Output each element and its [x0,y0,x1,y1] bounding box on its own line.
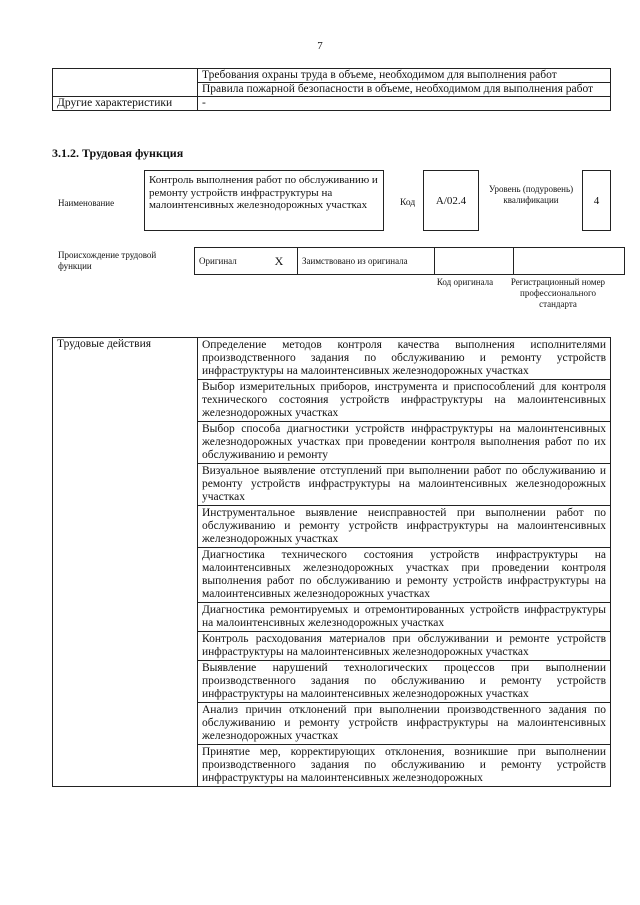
original-label: Оригинал [195,248,262,275]
actions-label: Трудовые действия [53,338,198,787]
action-item: Диагностика ремонтируемых и отремонтированных устройств инфраструктуры на малоинтенсивных железнодорожных участках [198,603,611,632]
code-original-cell [435,248,514,275]
action-item: Анализ причин отклонений при выполнении производственного задания по обслуживанию и ремонту устройств инфраструктуры на малоинтенсивных железнодорожных участках [198,703,611,745]
action-item: Инструментальное выявление неисправностей при выполнении работ по обслуживанию и ремонту устройств инфраструктуры на малоинтенсивных железнодорожных участках [198,506,611,548]
reg-number-cell [514,248,625,275]
original-mark: Х [261,248,298,275]
table-row [53,69,611,83]
level-label: Уровень (подуровень) квалификации [488,184,574,205]
action-item: Выбор способа диагностики устройств инфраструктуры на малоинтенсивных железнодорожных участках при проведении контроля выполнения работ по их обслуживанию и ремонту [198,422,611,464]
action-item: Контроль расходования материалов при обслуживании и ремонте устройств инфраструктуры на малоинтенсивных железнодорожных участках [198,632,611,661]
code-original-label: Код оригинала [436,277,494,287]
reg-number-label: Регистрационный номер профессионального стандарта [510,277,606,309]
section-title: 3.1.2. Трудовая функция [52,146,184,160]
row-text: Правила пожарной безопасности в объеме, необходимом для выполнения работ [198,83,611,97]
origin-table [194,247,625,275]
table-row [195,248,625,275]
page-number: 7 [317,40,323,52]
action-item: Диагностика технического состояния устройств инфраструктуры на малоинтенсивных железнодорожных участках при проведении контроля выполнения работ по обслуживанию и ремонту устройств инфраструктуры на малоинтенсивных железнодорожных участках [198,548,611,603]
row-text: Требования охраны труда в объеме, необходимом для выполнения работ [198,69,611,83]
row-label [53,69,198,97]
action-item: Принятие мер, корректирующих отклонения, возникшие при выполнении производственного задания по обслуживанию и ремонту устройств инфраструктуры на малоинтенсивных железнодорожных [198,745,611,787]
name-label: Наименование [58,198,115,208]
origin-label: Происхождение трудовой функции [58,250,157,271]
action-item: Выбор измерительных приборов, инструмента и приспособлений для контроля технического состояния устройств инфраструктуры на малоинтенсивных железнодорожных участках [198,380,611,422]
action-item: Визуальное выявление отступлений при выполнении работ по обслуживанию и ремонту устройств инфраструктуры на малоинтенсивных железнодорожных участках [198,464,611,506]
action-item: Выявление нарушений технологических процессов при выполнении производственного задания по обслуживанию и ремонту устройств инфраструктуры на малоинтенсивных железнодорожных участках [198,661,611,703]
row-label: Другие характеристики [53,97,198,111]
borrowed-label: Заимствовано из оригинала [298,248,435,275]
code-label: Код [400,198,416,208]
row-text: - [198,97,611,111]
code-value: А/02.4 [423,170,479,231]
level-value: 4 [582,170,611,231]
actions-table [52,337,611,787]
requirements-table [52,68,611,111]
table-row [53,338,611,380]
function-name: Контроль выполнения работ по обслуживанию и ремонту устройств инфраструктуры на малоинтенсивных железнодорожных участках [144,170,384,231]
action-item: Определение методов контроля качества выполнения исполнителями производственного задания по обслуживанию и ремонту устройств инфраструктуры на малоинтенсивных железнодорожных участках [198,338,611,380]
table-row [53,97,611,111]
